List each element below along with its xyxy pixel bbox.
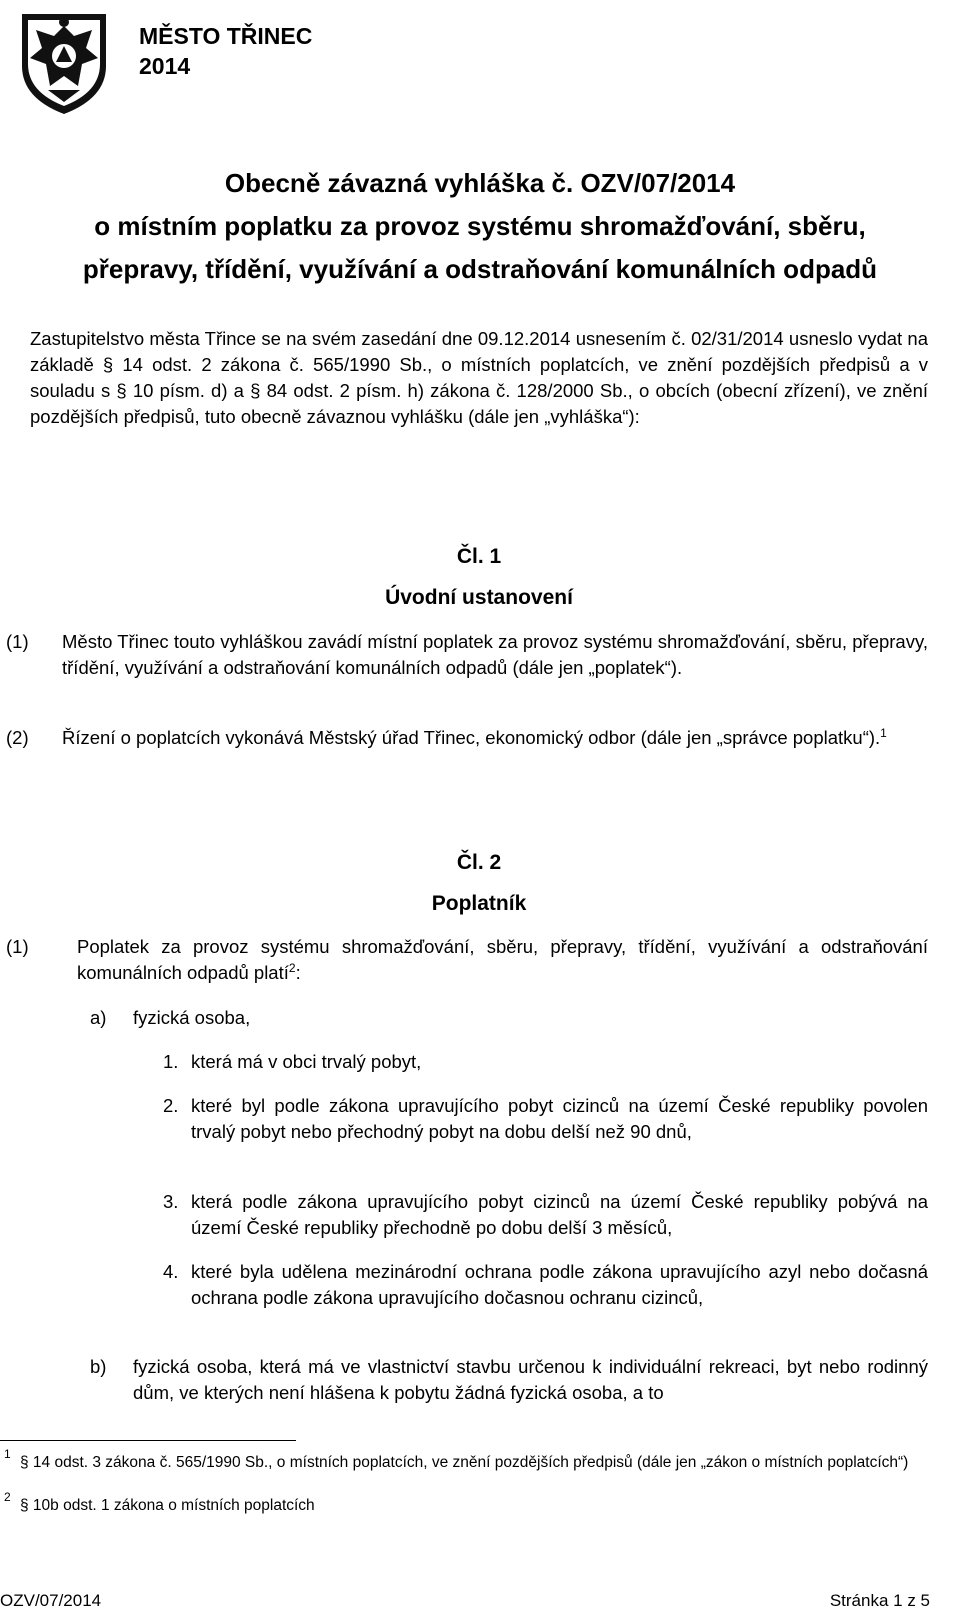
item-text-body: Poplatek za provoz systému shromažďování, sběru, přepravy, třídění, využívání a odstraňování komunálních odpadů platí <box>77 936 928 983</box>
footer-page-number: Stránka 1 z 5 <box>829 1591 930 1610</box>
letter-label: b) <box>90 1356 107 1377</box>
subitem-text: které byla udělena mezinárodní ochrana podle zákona upravujícího azyl nebo dočasná ochrana podle zákona upravujícího dočasnou ochranu cizinců, <box>191 1261 928 1308</box>
item-text: Město Třinec touto vyhláškou zavádí místní poplatek za provoz systému shromažďování, sběru, přepravy, třídění, využívání a odstraňování komunálních odpadů (dále jen „poplatek“). <box>62 631 928 678</box>
item-number: (1) <box>6 631 29 652</box>
footnote-text: § 14 odst. 3 zákona č. 565/1990 Sb., o místních poplatcích, ve znění pozdějších předpisů (dále jen „zákon o místních poplatcích“) <box>20 1454 909 1471</box>
subitem-text: která podle zákona upravujícího pobyt cizinců na území České republiky pobývá na území České republiky přechodně po dobu delší 3 měsíců, <box>191 1191 928 1238</box>
footnote-mark: 2 <box>4 1490 11 1504</box>
article-2-heading: Poplatník <box>431 892 527 915</box>
subitem-text: které byl podle zákona upravujícího pobyt cizinců na území České republiky povolen trvalý pobyt nebo přechodný pobyt na dobu delší než 90 dnů, <box>191 1095 928 1142</box>
subitem-text: která má v obci trvalý pobyt, <box>191 1051 422 1072</box>
document-title <box>20 162 940 291</box>
title-line-3: přepravy, třídění, využívání a odstraňování komunálních odpadů <box>82 254 878 284</box>
city-name: MĚSTO TŘINEC <box>139 23 313 49</box>
letter-text: fyzická osoba, <box>133 1007 251 1028</box>
title-line-1: Obecně závazná vyhláška č. OZV/07/2014 <box>224 168 736 198</box>
footnote-mark: 1 <box>4 1447 11 1461</box>
footnote-ref[interactable]: 2 <box>288 960 296 975</box>
item-text-colon: : <box>295 962 301 983</box>
article-1-number: Čl. 1 <box>456 545 502 568</box>
letter-label: a) <box>90 1007 107 1028</box>
article-2-number: Čl. 2 <box>456 851 502 874</box>
subitem-number: 3. <box>163 1191 179 1212</box>
title-line-2: o místním poplatku za provoz systému shromažďování, sběru, <box>94 211 866 241</box>
item-text-body: Řízení o poplatcích vykonává Městský úřad Třinec, ekonomický odbor (dále jen „správce poplatku“). <box>62 727 881 748</box>
item-text <box>77 934 928 986</box>
item-text <box>62 725 928 751</box>
subitem-number: 4. <box>163 1261 179 1282</box>
item-number: (2) <box>6 727 29 748</box>
subitem-number: 1. <box>163 1051 179 1072</box>
item-number: (1) <box>6 936 29 957</box>
city-crest-icon <box>18 6 110 116</box>
footnote-separator <box>0 1440 296 1441</box>
footnote-ref[interactable]: 1 <box>880 725 887 740</box>
subitem-number: 2. <box>163 1095 179 1116</box>
preamble: Zastupitelstvo města Třince se na svém zasedání dne 09.12.2014 usnesením č. 02/31/2014 usneslo vydat na základě § 14 odst. 2 zákona č. 565/1990 Sb., o místních poplatcích, ve znění pozdějších předpisů a v souladu s § 10 písm. d) a § 84 odst. 2 písm. h) zákona č. 128/2000 Sb., o obcích (obecní zřízení), ve znění pozdějších předpisů, tuto obecně závaznou vyhlášku (dále jen „vyhláška“): <box>30 328 928 427</box>
footnote-text: § 10b odst. 1 zákona o místních poplatcích <box>20 1497 315 1514</box>
footer-document-id: OZV/07/2014 <box>0 1591 102 1610</box>
article-1-heading: Úvodní ustanovení <box>385 586 573 609</box>
letter-text: fyzická osoba, která má ve vlastnictví stavbu určenou k individuální rekreaci, byt nebo rodinný dům, ve kterých není hlášena k pobytu žádná fyzická osoba, a to <box>133 1356 928 1403</box>
header-year: 2014 <box>139 53 191 79</box>
